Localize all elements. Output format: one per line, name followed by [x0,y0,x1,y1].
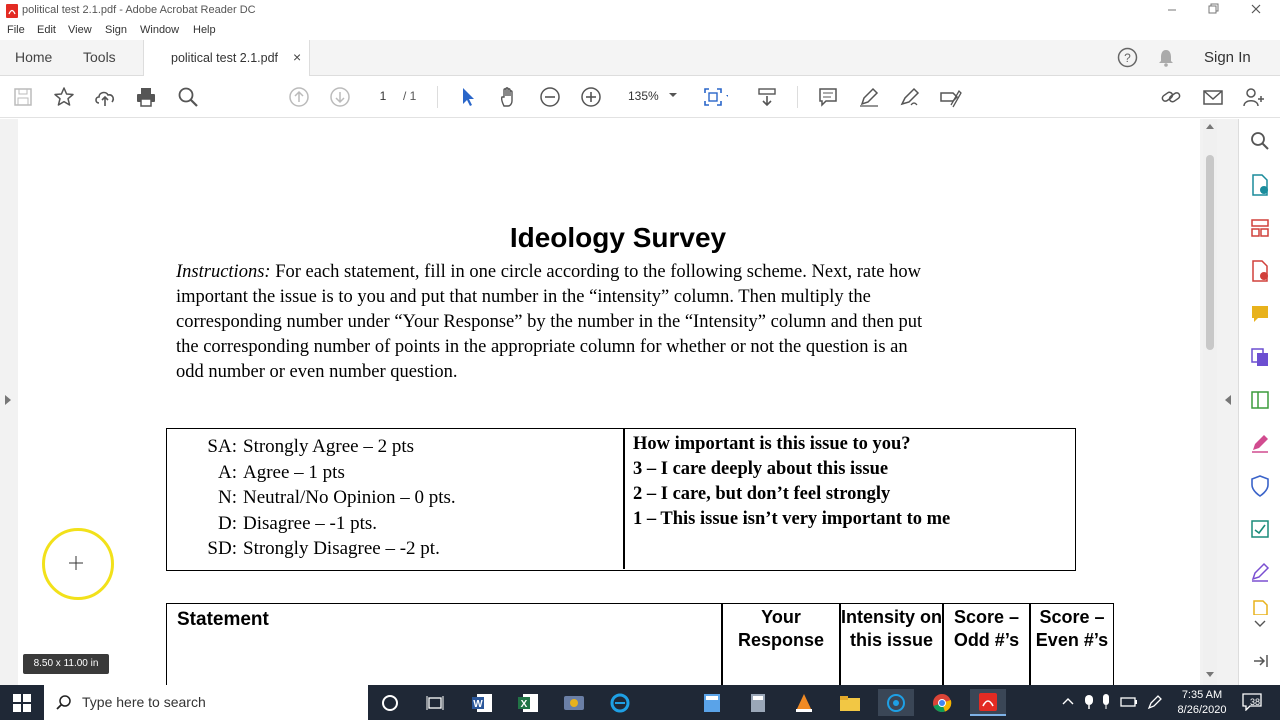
fill-sign-icon[interactable] [938,84,964,110]
scale-code: D: [218,512,237,534]
menu-window[interactable]: Window [140,24,180,36]
screen-capture-app-icon[interactable] [878,689,914,716]
scale-row [167,434,623,460]
draw-sign-icon[interactable] [897,84,923,110]
collapse-panel-icon[interactable] [1248,649,1272,673]
search-placeholder: Type here to search [82,694,206,710]
instructions-paragraph [176,260,1076,385]
menu-file[interactable]: File [7,24,25,36]
instructions-line: important the issue is to you and put that number in the “intensity” column. Then multiply the [176,287,871,307]
zoom-in-icon[interactable] [578,84,604,110]
header-response: Your Response [737,607,825,650]
send-for-signature-icon[interactable] [1248,517,1272,541]
menu-sign[interactable]: Sign [105,24,128,36]
cortana-icon[interactable] [372,689,408,716]
chevron-down-icon[interactable] [668,91,678,99]
scoring-key-table [166,428,1076,571]
comment-icon[interactable] [815,84,841,110]
toolbar [0,76,1280,118]
pen-ink-icon[interactable] [1147,694,1163,710]
previous-page-icon[interactable] [286,84,312,110]
scroll-up-icon[interactable] [1206,123,1214,129]
instructions-label: Instructions: [176,262,271,282]
chevron-up-icon[interactable] [1062,696,1074,706]
left-panel-toggle-icon[interactable] [4,394,12,406]
document-viewport[interactable] [0,119,1238,685]
sign-in-button[interactable]: Sign In [1204,49,1251,66]
instructions-line: corresponding number under “Your Response” by the number in the “Intensity” column and then put [176,312,923,332]
menu-bar [0,22,1280,40]
header-statement: Statement [177,609,269,630]
tab-document-label: political test 2.1.pdf [171,51,279,65]
right-tools-panel [1238,119,1280,685]
calculator-app-icon[interactable] [740,689,776,716]
acrobat-logo-icon [6,4,18,18]
scale-code: SD: [207,538,237,559]
scale-text: Agree – 1 pts [243,461,345,483]
header-score-even: Score – Even #’s [1035,607,1109,650]
scale-row [167,460,623,486]
header-intensity: Intensity on this issue [841,607,943,650]
find-icon[interactable] [175,84,201,110]
windows-taskbar [0,685,1280,720]
fill-and-sign-icon[interactable] [1248,431,1272,455]
file-explorer-icon[interactable] [832,689,868,716]
comment-tool-icon[interactable] [1248,302,1272,326]
scale-text: Strongly Agree – 2 pts [243,436,414,457]
windows-start-icon[interactable] [4,689,40,716]
export-pdf-icon[interactable] [1248,173,1272,197]
svg-text:W: W [473,698,483,710]
combine-files-icon[interactable] [1248,345,1272,369]
scale-code: SA: [207,436,237,457]
excel-app-icon[interactable] [510,689,546,716]
scroll-down-icon[interactable] [1206,672,1214,678]
window-title: political test 2.1.pdf - Adobe Acrobat Reader DC [22,4,256,16]
close-window-button[interactable] [1249,2,1263,16]
tab-home[interactable]: Home [15,49,53,65]
word-app-icon[interactable] [464,689,500,716]
scale-text: Strongly Disagree – -2 pt. [243,538,440,559]
zoom-level-select[interactable]: 135% [628,89,659,103]
menu-help[interactable]: Help [193,24,216,36]
network-icon[interactable] [1082,694,1096,710]
crosshair-cursor-icon [69,556,83,570]
statement-table [166,603,1114,685]
toolbar-divider [797,86,798,108]
zoom-out-icon[interactable] [537,84,563,110]
tab-close-button[interactable]: × [293,49,302,65]
page-size-badge: 8.50 x 11.00 in [23,654,109,674]
next-page-icon[interactable] [327,84,353,110]
calculator-icon[interactable] [694,689,730,716]
scrollbar-thumb[interactable] [1206,155,1214,350]
chrome-icon[interactable] [924,689,960,716]
help-icon[interactable] [1117,47,1138,68]
svg-text:?: ? [1124,51,1131,65]
tab-bar [0,40,1280,76]
clock-date: 8/26/2020 [1177,704,1227,716]
more-tools-icon[interactable] [1248,599,1272,615]
importance-heading: How important is this issue to you? [633,434,911,454]
scale-row [167,511,623,537]
scale-row [167,536,623,562]
tab-tools[interactable]: Tools [83,49,116,65]
response-scale [167,434,623,562]
system-clock[interactable] [1170,688,1234,718]
tab-document[interactable] [143,40,310,76]
add-user-icon[interactable] [1241,84,1267,110]
scale-code: A: [218,461,237,483]
upload-cloud-icon[interactable] [92,84,118,110]
scale-text: Neutral/No Opinion – 0 pts. [243,487,456,508]
highlight-pen-icon[interactable] [856,84,882,110]
clock-time: 7:35 AM [1181,689,1223,701]
scale-code: N: [218,487,237,508]
print-icon[interactable] [133,84,159,110]
right-panel-collapse-icon[interactable] [1224,394,1232,406]
menu-view[interactable]: View [68,24,92,36]
notification-bell-icon[interactable] [1157,48,1175,67]
internet-explorer-icon[interactable] [602,689,638,716]
restore-button[interactable] [1206,2,1220,16]
title-bar [0,0,1280,22]
save-icon[interactable] [10,84,36,110]
toolbar-divider [437,86,438,108]
page-number-input[interactable]: 1 [379,89,387,103]
organize-pages-icon[interactable] [1248,216,1272,240]
fit-page-icon[interactable] [702,84,728,110]
instructions-line: odd number or even number question. [176,362,458,382]
battery-icon[interactable] [1120,695,1138,709]
header-score-odd: Score – Odd #’s [953,607,1020,650]
instructions-line: the corresponding number of points in the appropriate column for whether or not the question is an [176,337,908,357]
microphone-icon[interactable] [1101,694,1111,710]
edit-pdf-icon[interactable] [1248,388,1272,412]
svg-text:X: X [520,698,528,710]
notification-count: 38 [1250,697,1261,707]
search-icon [56,694,72,710]
search-tools-icon[interactable] [1248,129,1272,153]
bookmark-star-icon[interactable] [51,84,77,110]
scrolling-mode-icon[interactable] [754,84,780,110]
action-center-icon[interactable] [1242,693,1268,713]
document-title: Ideology Survey [509,222,727,253]
importance-scale [633,432,1073,532]
vertical-scrollbar[interactable] [1203,119,1217,685]
task-view-icon[interactable] [417,689,453,716]
select-cursor-icon[interactable] [455,84,481,110]
email-icon[interactable] [1200,84,1226,110]
importance-item: 2 – I care, but don’t feel strongly [633,484,891,504]
screen-recorder-icon[interactable] [556,689,592,716]
importance-item: 1 – This issue isn’t very important to me [633,509,951,529]
table-divider [623,429,625,569]
share-link-icon[interactable] [1159,84,1185,110]
vlc-player-icon[interactable] [786,689,822,716]
minimize-button[interactable] [1165,2,1179,16]
pdf-page [18,119,1200,685]
protect-shield-icon[interactable] [1248,474,1272,498]
acrobat-taskbar-icon[interactable] [970,689,1006,716]
chevron-down-icon[interactable] [1248,617,1272,631]
sign-pen-icon[interactable] [1248,560,1272,584]
menu-edit[interactable]: Edit [37,24,56,36]
scale-text: Disagree – -1 pts. [243,512,378,534]
instructions-line: For each statement, fill in one circle according to the following scheme. Next, rate how [270,262,921,282]
page-total: / 1 [403,89,417,103]
create-pdf-icon[interactable] [1248,259,1272,283]
hand-tool-icon[interactable] [496,84,522,110]
taskbar-search-box[interactable] [44,685,368,720]
scale-row [167,485,623,511]
importance-item: 3 – I care deeply about this issue [633,459,889,479]
